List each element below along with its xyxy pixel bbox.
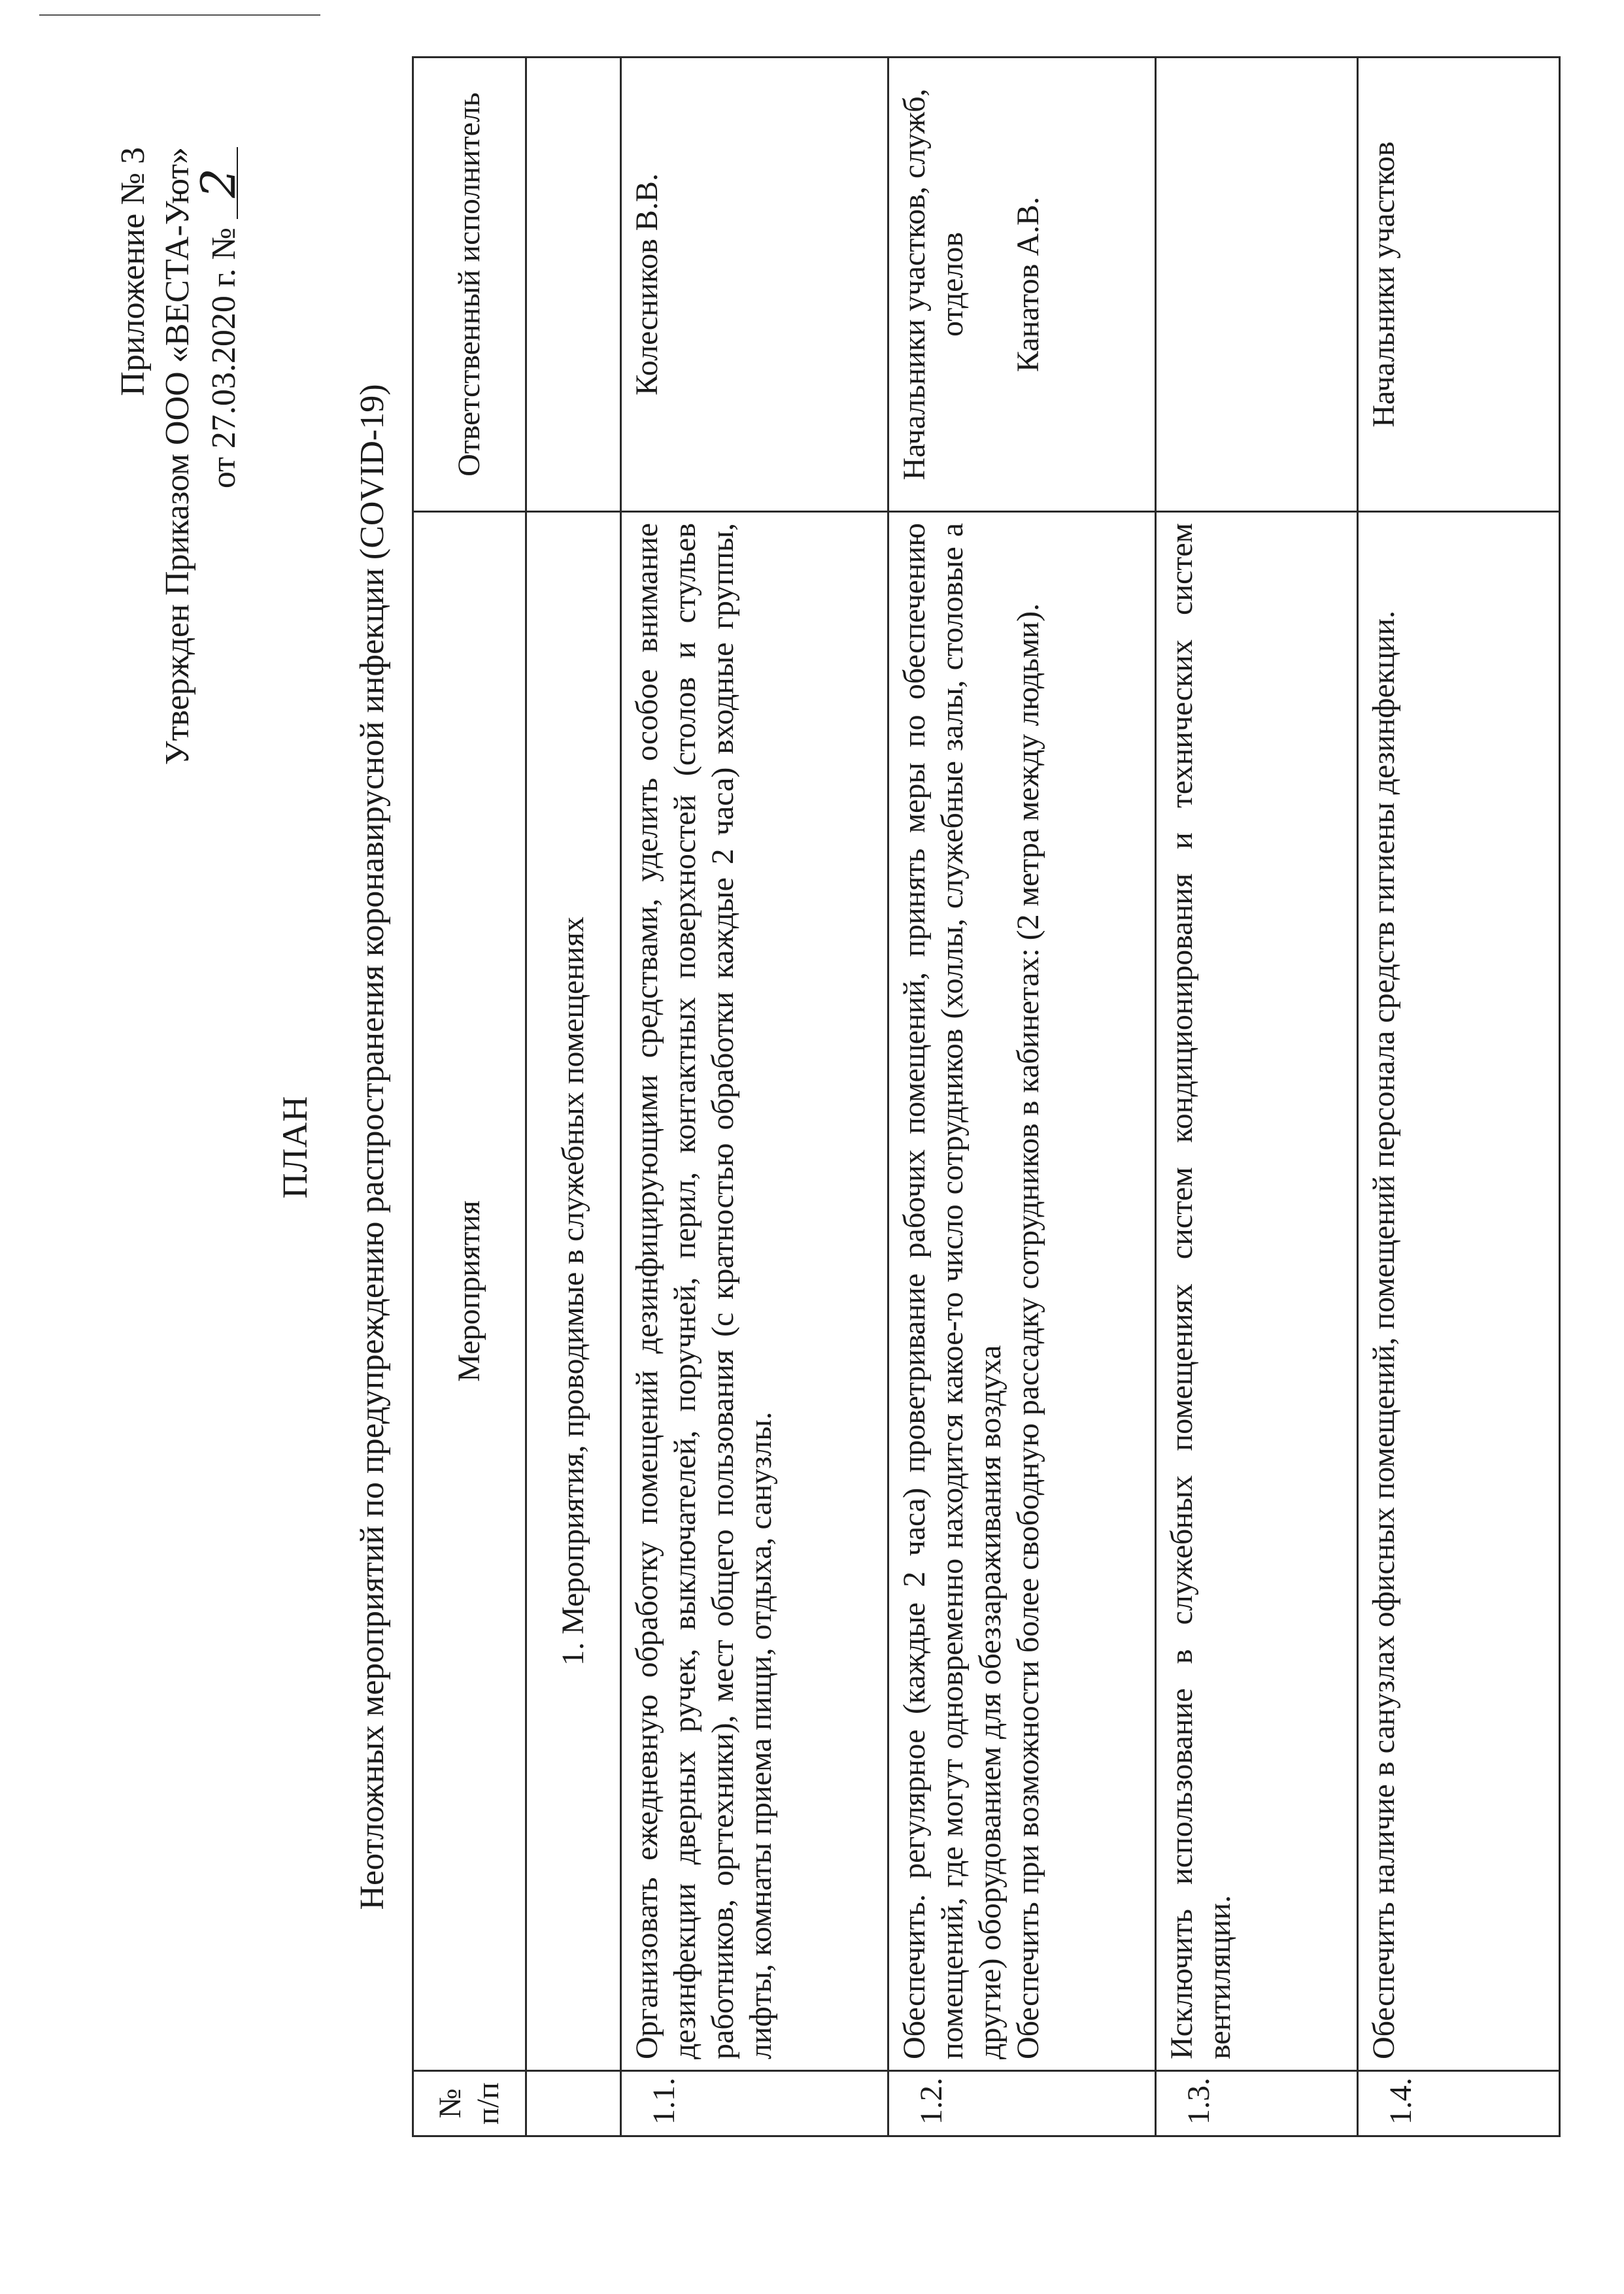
order-date: 27.03.2020 г. № <box>205 228 243 449</box>
table-row <box>1156 58 1358 2136</box>
table-row <box>621 58 888 2136</box>
section-title: 1. Мероприятия, проводимые в служебных помещениях <box>526 512 621 2071</box>
date-prefix: от <box>205 457 243 489</box>
row-number: 1.3. <box>1156 2071 1358 2136</box>
responsible-name: Начальники участков, служб, отделов <box>897 88 970 481</box>
row-activity <box>1156 512 1358 2071</box>
activity-text: Исключить использование в служебных помещениях систем кондиционирования и технических систем вентиляции. <box>1164 523 1237 2059</box>
scan-edge-line <box>39 14 320 16</box>
section-row <box>526 58 621 2136</box>
row-activity <box>888 512 1156 2071</box>
approved-by-label: Утвержден Приказом ООО «ВЕСТА-Уют» <box>159 147 196 766</box>
row-number: 1.2. <box>888 2071 1156 2136</box>
section-responsible-cell <box>526 58 621 512</box>
responsible-name: Канатов А.В. <box>1011 196 1045 373</box>
order-date-line <box>191 147 246 801</box>
header-responsible: Ответственный исполнитель <box>413 58 526 512</box>
approval-stamp-block <box>111 147 246 801</box>
row-responsible <box>1156 58 1358 512</box>
activity-text: Обеспечить при возможности более свободную рассадку сотрудников в кабинетах: (2 метра между людьми). <box>1011 603 1045 2059</box>
header-number: № п/п <box>413 2071 526 2136</box>
activity-text: Обеспечить наличие в санузлах офисных помещений, помещений персонала средств гигиены дезинфекции. <box>1366 610 1401 2059</box>
table-row <box>888 58 1156 2136</box>
section-number-cell <box>526 2071 621 2136</box>
activity-text: Организовать ежедневную обработку помещений дезинфицирующими средствами, уделить особое внимание дезинфекции дверных ручек, выключателей, поручней, перил, контактных поверхностей (столов и стульев работников, оргтехники), мест общего пользования (с кратностью обработки каждые 2 часа) входные группы, лифты, комнаты приема пищи, отдыха, санузлы. <box>630 523 778 2059</box>
row-activity <box>1358 512 1560 2071</box>
row-responsible <box>888 58 1156 512</box>
row-number: 1.1. <box>621 2071 888 2136</box>
header-activities: Мероприятия <box>413 512 526 2071</box>
row-activity <box>621 512 888 2071</box>
document-subtitle: Неотложных мероприятий по предупреждению распространения коронавирусной инфекции (COVID-19) <box>354 384 391 1910</box>
responsible-name: Начальники участков <box>1366 141 1401 428</box>
row-number: 1.4. <box>1358 2071 1560 2136</box>
row-responsible <box>1358 58 1560 512</box>
responsible-name: Колесников В.В. <box>630 173 664 396</box>
row-responsible <box>621 58 888 512</box>
order-number: 2 <box>200 147 238 219</box>
activity-text: Обеспечить. регулярное (каждые 2 часа) проветривание рабочих помещений, принять меры по обеспечению помещений, где могут одновременно находится какое-то число сотрудников (холлы, служебные залы, столовые а другие) оборудованием для обеззараживания воздуха <box>897 523 1007 2059</box>
appendix-label: Приложение № 3 <box>114 147 152 396</box>
plan-table <box>412 56 1561 2137</box>
table-header-row <box>413 58 526 2136</box>
document-title: ПЛАН <box>275 1095 314 1199</box>
table-row <box>1358 58 1560 2136</box>
